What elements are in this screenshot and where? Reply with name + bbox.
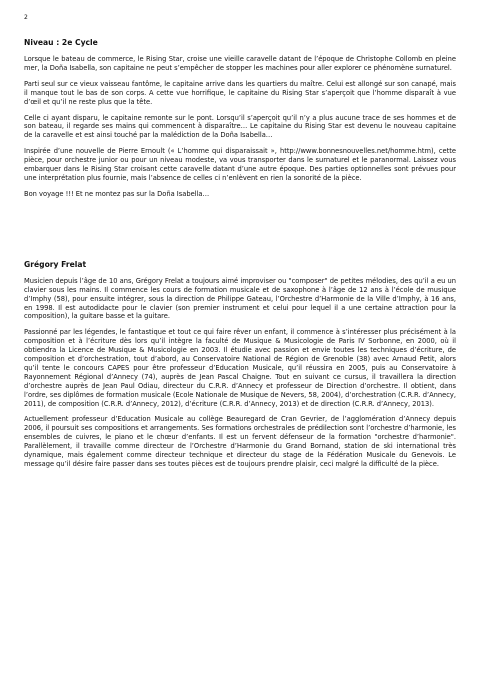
section-title-composer: Grégory Frelat xyxy=(24,259,87,269)
bio-paragraph-2: Passionné par les légendes, le fantastique et tout ce qui faire rêver un enfant, il commence à s’intéresser plus précisément à la composition et à l’écriture dès lors qu’il intègre la faculté de Musique & Musicologie de Paris IV Sorbonne, en 2000, où il obtiendra la Licence de Musique & Musicologie en 2003. Il étudie avec passion et envie toutes les techniques d’écriture, de composition et d’orchestration, tout d’abord, au Conservatoire National de Région de Grenoble (38) avec Arnaud Petit, alors qu’il tente le concours CAPES pour être professeur d’Education Musicale, qu’il réussira en 2005, puis au Conservatoire à Rayonnement Régional d’Annecy (74), auprès de Jean Pascal Chaigne. Tout en suivant ce cursus, il travaillera la direction d’orchestre auprès de Jean Paul Odiau, directeur du C.R.R. d’Annecy et professeur de Direction d’orchestre. Il obtient, dans l’ordre, ses diplômes de formation musicale (Ecole Nationale de Musique de Nevers, 58, 2004), d’orchestration (C.R.R. d’Annecy, 2011), de composition (C.R.R. d’Annecy, 2012), d’écriture (C.R.R. d’Annecy, 2013) et de direction (C.R.R. d’Annecy, 2013). xyxy=(24,328,456,408)
bio-paragraph-1: Musicien depuis l’âge de 10 ans, Grégory Frelat a toujours aimé improviser ou "composer" de petites mélodies, des qu’il a eu un clavier sous les mains. Il commence les cours de formation musicale et de saxophone à l’âge de 12 ans à l’école de musique d’Imphy (58), pour ensuite intégrer, sous la direction de Philippe Gateau, l’Orchestre d’Harmonie de la Ville d’Imphy, à 16 ans, en 1998. Il est autodidacte pour le clavier (son premier instrument et celui pour lequel il a une certaine attraction pour la composition), la guitare basse et la guitare. xyxy=(24,276,456,321)
synopsis-paragraph-1: Lorsque le bateau de commerce, le Rising Star, croise une vieille caravelle datant de l’époque de Christophe Collomb en pleine mer, la Doña Isabella, son capitaine ne peut s’empêcher de stopper les machines pour aller explorer ce phénomène surnaturel. xyxy=(24,55,456,72)
synopsis-paragraph-3: Celle ci ayant disparu, le capitaine remonte sur le pont. Lorsqu’il s’aperçoit qu’il n’y a plus aucune trace de ses hommes et de son bateau, il regarde ses mains qui commencent à disparaître… Le capitaine du Rising Star est devenu le nouveau capitaine de la caravelle et est ainsi touché par la malédiction de la Doña Isabella… xyxy=(24,113,456,140)
synopsis-paragraph-2: Parti seul sur ce vieux vaisseau fantôme, le capitaine arrive dans les quartiers du maître. Celui est allongé sur son canapé, mais il manque tout le bas de son corps. A cette vue horrifique, le capitaine du Rising Star s’aperçoit que l’homme disparaît à vue d’œil et qu’il ne reste plus que la tête. xyxy=(24,79,456,106)
document-body xyxy=(24,38,456,476)
synopsis-paragraph-5: Bon voyage !!! Et ne montez pas sur la Doña Isabella… xyxy=(24,189,210,198)
bio-paragraph-3: Actuellement professeur d’Education Musicale au collège Beauregard de Cran Gevrier, de l’agglomération d’Annecy depuis 2006, il poursuit ses compositions et arrangements. Ses formations orchestrales de prédilection sont l’orchestre d’harmonie, les ensembles de cuivres, le piano et le chœur d’enfants. Il est un fervent défenseur de la formation "orchestre d’harmonie". Parallèlement, il travaille comme directeur de l’Orchestre d’Harmonie du Grand Bornand, station de ski international très dynamique, mais également comme directeur technique et directeur du stage de la Fédération Musicale du Genevois. Le message qu’il désire faire passer dans ses toutes pièces est de toujours prendre plaisir, ceci malgré la difficulté de la pièce. xyxy=(24,415,456,468)
section-title-level: Niveau : 2e Cycle xyxy=(24,38,98,47)
page-number: 2 xyxy=(24,14,28,21)
section-spacer xyxy=(24,206,456,246)
synopsis-paragraph-4: Inspirée d’une nouvelle de Pierre Ernoult (« L’homme qui disparaissait », http://www.bonnesnouvelles.net/homme.htm), cette pièce, pour orchestre junior ou pour un niveau modeste, va vous transporter dans le surnaturel et le paranormal. Laissez vous embarquer dans le Rising Star croisant cette caravelle datant d’une autre époque. Des parties optionnelles sont prévues pour une interprétation plus fournie, mais l’absence de celles ci n’enlèvent en rien la sonorité de la pièce. xyxy=(24,147,456,182)
